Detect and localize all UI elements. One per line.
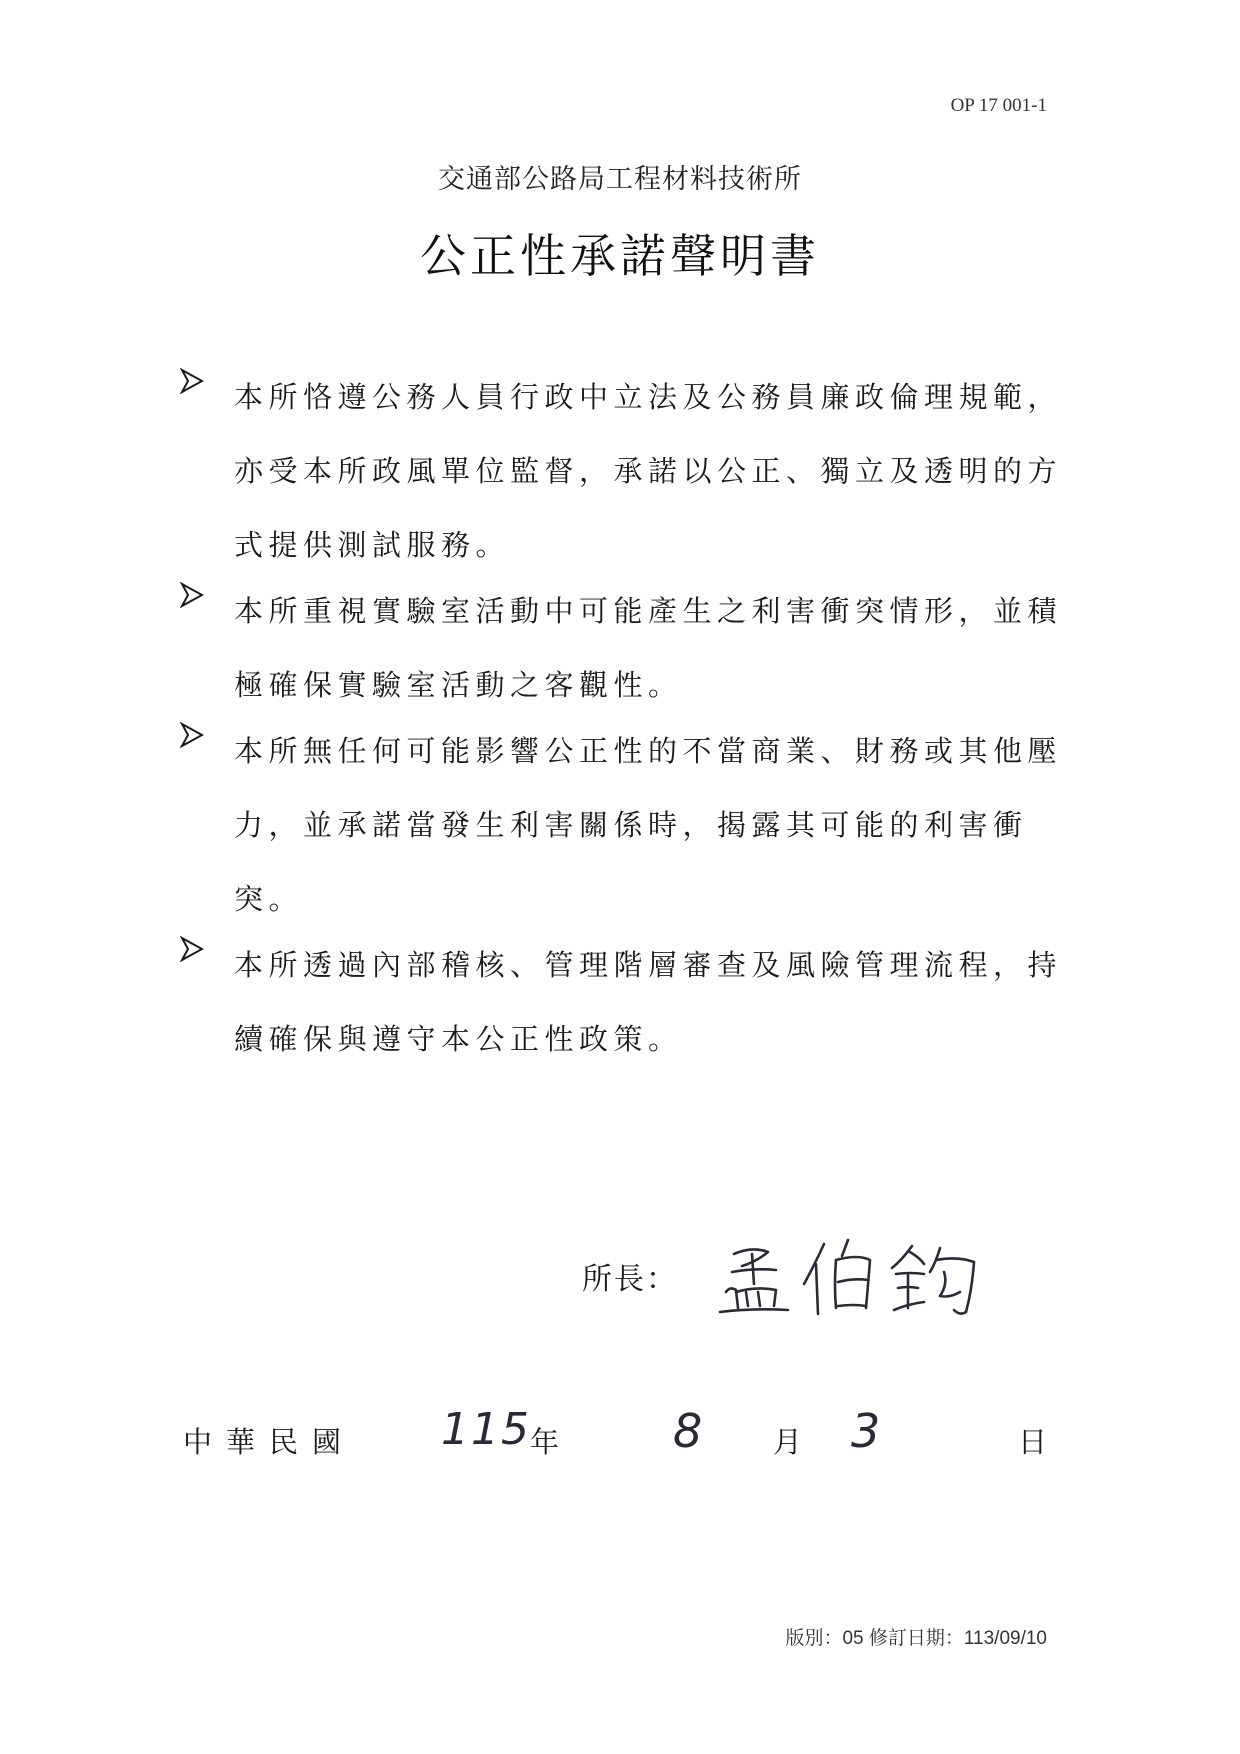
statement-item [180,360,1063,582]
date-block [183,1400,1048,1480]
statement-item [180,928,1063,1076]
statement-list [180,380,1063,1088]
statement-item [180,574,1063,722]
year-unit: 年 [530,1425,560,1459]
director-label: 所長： [582,1262,678,1297]
statement-line: 式提供測試服務。 [234,528,511,562]
arrowhead-bullet-icon [180,582,204,608]
statement-line: 突。 [234,882,304,916]
arrowhead-bullet-icon [180,936,204,962]
statement-line: 極確保實驗室活動之客觀性。 [234,668,683,702]
signature-block [582,1232,1022,1322]
era-label: 中華民國 [183,1425,356,1459]
statement-line: 本所無任何可能影響公正性的不當商業、財務或其他壓 [234,734,1063,768]
day-unit: 日 [1018,1425,1048,1459]
statement-line: 本所重視實驗室活動中可能產生之利害衝突情形，並積 [234,594,1063,628]
arrowhead-bullet-icon [180,368,204,394]
day-value: 3 [851,1404,881,1458]
statement-line: 本所透過內部稽核、管理階層審查及風險管理流程，持 [234,948,1063,982]
revision-info: 版別：05 修訂日期：113/09/10 [785,1628,1047,1649]
document-code: OP 17 001-1 [950,95,1047,116]
arrowhead-bullet-icon [180,722,204,748]
handwritten-signature [712,1232,992,1322]
statement-line: 續確保與遵守本公正性政策。 [234,1022,683,1056]
statement-line: 本所恪遵公務人員行政中立法及公務員廉政倫理規範， [234,380,1063,414]
month-unit: 月 [773,1425,803,1459]
year-value: 115 [441,1404,531,1455]
statement-line: 亦受本所政風單位監督，承諾以公正、獨立及透明的方 [234,454,1063,488]
month-value: 8 [673,1404,703,1458]
agency-name: 交通部公路局工程材料技術所 [438,164,802,195]
document-title: 公正性承諾聲明書 [420,229,820,283]
statement-item [180,714,1063,936]
statement-line: 力，並承諾當發生利害關係時，揭露其可能的利害衝 [234,808,1028,842]
